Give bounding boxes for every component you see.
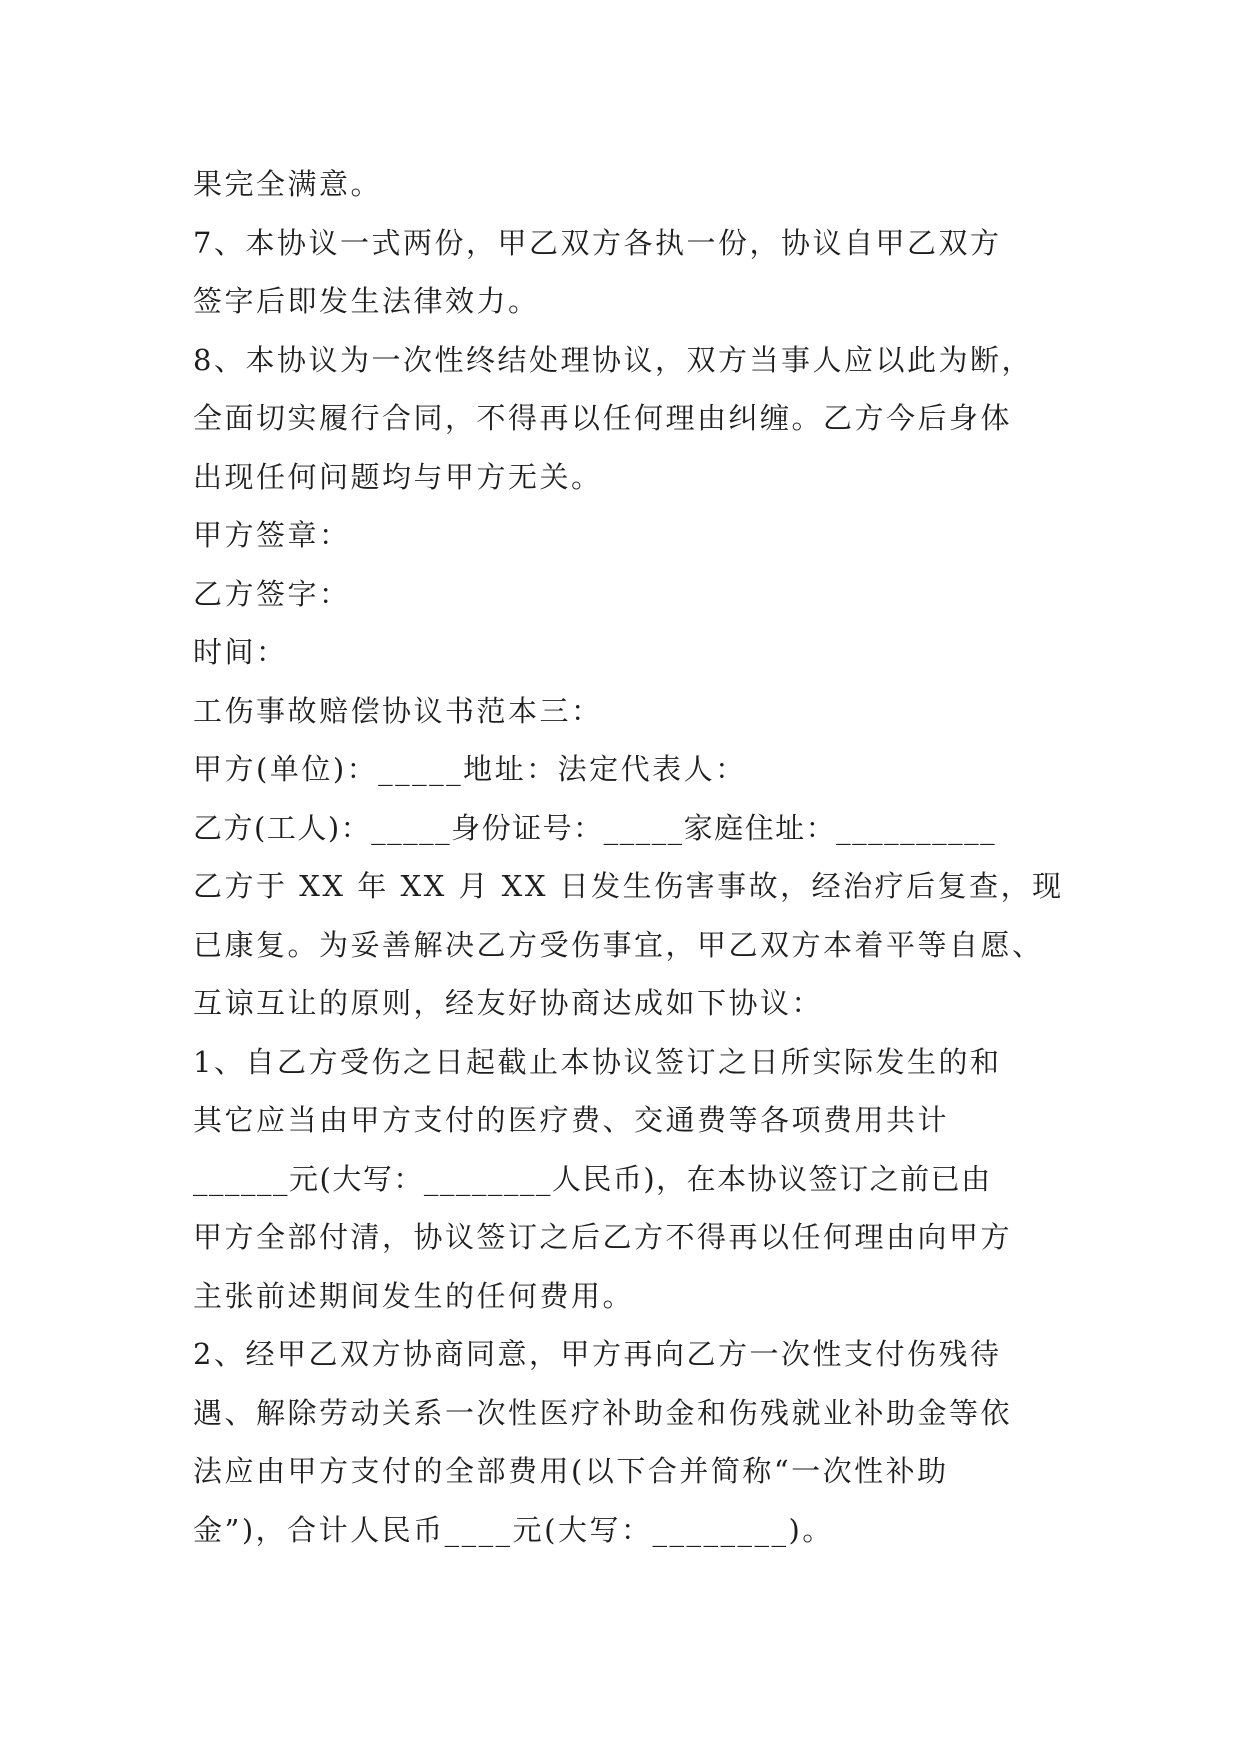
text-line: 其它应当由甲方支付的医疗费、交通费等各项费用共计 (193, 1103, 950, 1137)
party-a-signature-label: 甲方签章： (193, 518, 351, 552)
text-line: 金”)，合计人民币____元(大写：________)。 (193, 1512, 834, 1547)
clause-1-line: 1、自乙方受伤之日起截止本协议签订之日所实际发生的和 (193, 1044, 1002, 1079)
party-a-info-line: 甲方(单位)：_____地址：法定代表人： (193, 752, 747, 786)
text-line: 互谅互让的原则，经友好协商达成如下协议： (193, 986, 824, 1020)
text-line: 签字后即发生法律效力。 (193, 284, 540, 318)
clause-7-line: 7、本协议一式两份，甲乙双方各执一份，协议自甲乙双方 (193, 225, 1002, 260)
text-line: 全面切实履行合同，不得再以任何理由纠缠。乙方今后身体 (193, 401, 1013, 435)
section-heading: 工伤事故赔偿协议书范本三： (193, 693, 603, 728)
text-line: 已康复。为妥善解决乙方受伤事宜，甲乙双方本着平等自愿、 (193, 927, 1044, 962)
text-line: 遇、解除劳动关系一次性医疗补助金和伤残就业补助金等依 (193, 1395, 1013, 1430)
party-b-signature-label: 乙方签字： (193, 576, 351, 611)
clause-8-line: 8、本协议为一次性终结处理协议，双方当事人应以此为断， (193, 342, 1033, 377)
text-line: 乙方于 XX 年 XX 月 XX 日发生伤害事故，经治疗后复查，现 (193, 869, 1064, 903)
text-line: 法应由甲方支付的全部费用(以下合并简称“一次性补助 (193, 1454, 949, 1488)
document-body (193, 155, 1064, 1559)
party-b-info-line: 乙方(工人)：_____身份证号：_____家庭住址：__________ (193, 810, 997, 845)
text-line: 果完全满意。 (193, 167, 383, 201)
text-line: 主张前述期间发生的任何费用。 (193, 1278, 635, 1313)
text-line: ______元(大写：________人民币)，在本协议签订之前已由 (193, 1161, 992, 1196)
text-line: 出现任何问题均与甲方无关。 (193, 459, 603, 494)
date-label: 时间： (193, 635, 288, 669)
text-line: 甲方全部付清，协议签订之后乙方不得再以任何理由向甲方 (193, 1220, 1013, 1254)
clause-2-line: 2、经甲乙双方协商同意，甲方再向乙方一次性支付伤残待 (193, 1337, 1002, 1371)
